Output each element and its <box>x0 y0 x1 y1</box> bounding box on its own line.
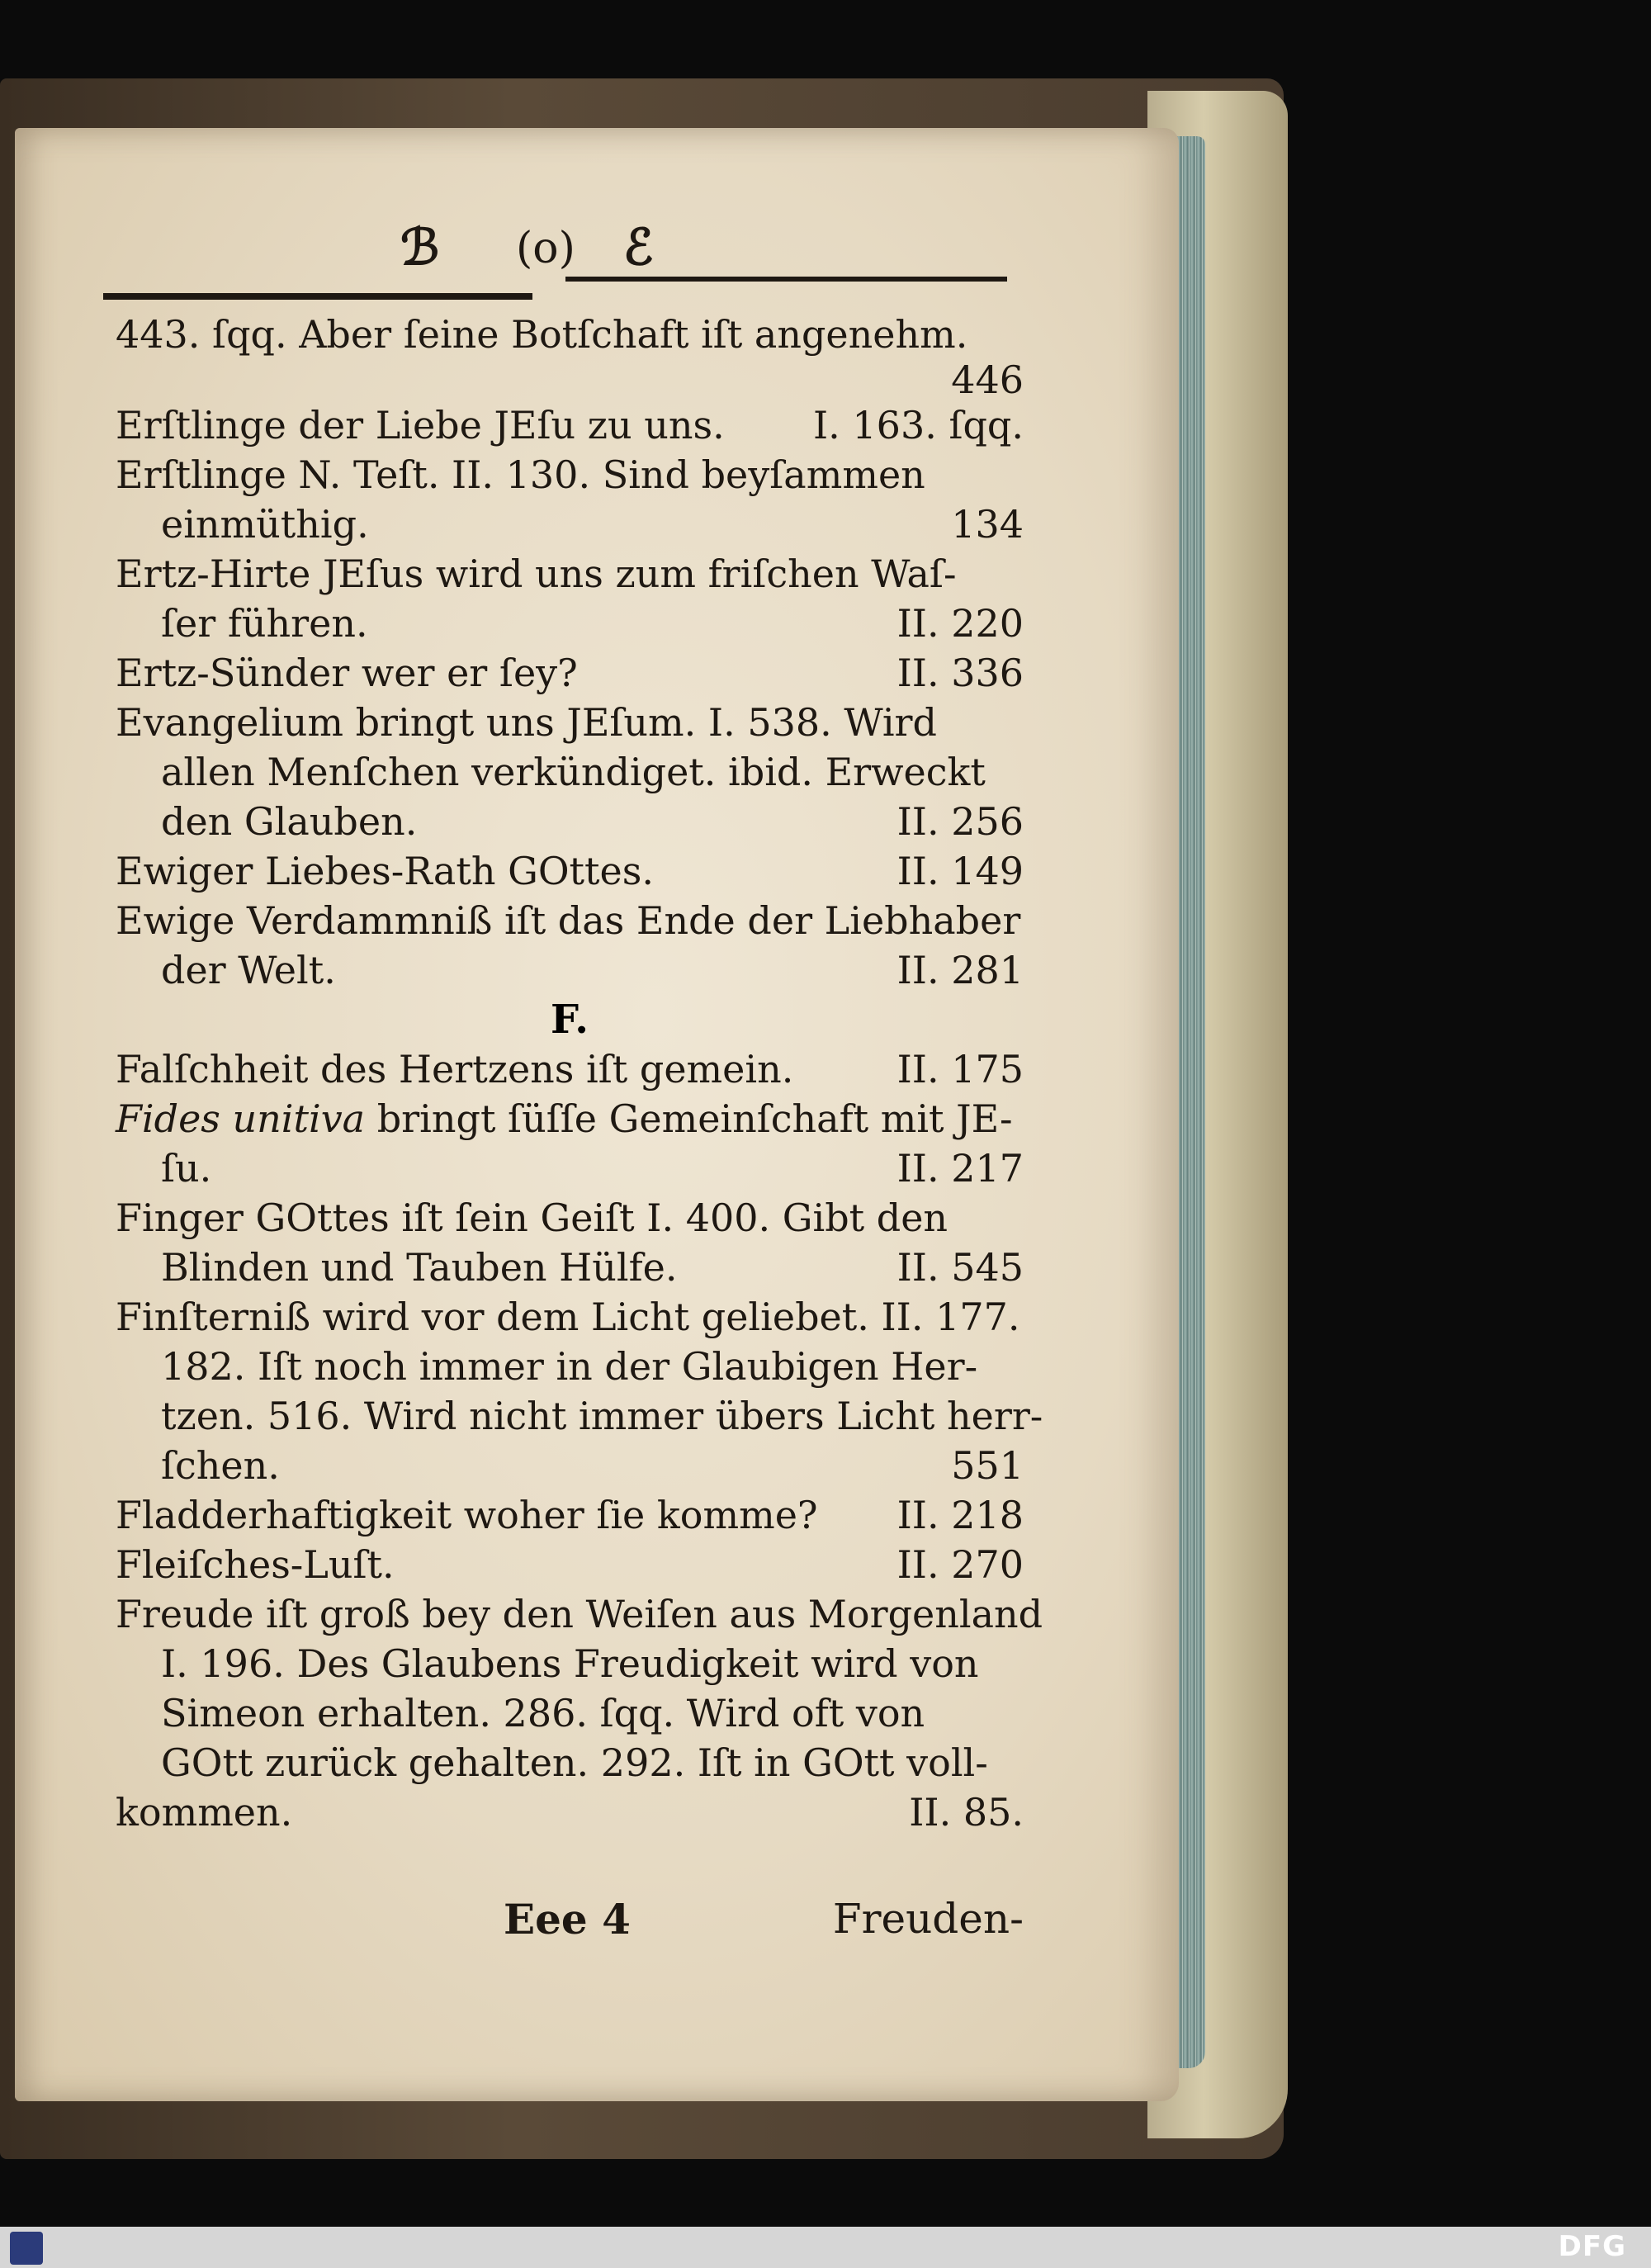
index-line: Simeon erhalten. 286. ſqq. Wird oft von <box>161 1691 925 1735</box>
index-line: einmüthig. 134 <box>161 502 1024 547</box>
index-line: kommen. II. 85. <box>116 1790 1024 1835</box>
header-rule-left <box>103 293 532 300</box>
index-line: Evangelium bringt uns JEſum. I. 538. Wird <box>116 700 937 745</box>
index-line: GOtt zurück gehalten. 292. Iſt in GOtt voll- <box>161 1740 988 1785</box>
index-line: ſu. II. 217 <box>161 1146 1024 1191</box>
index-line: Fides unitiva bringt ſüſſe Gemeinſchaft mit JE- <box>116 1096 1013 1141</box>
catchword: Freuden- <box>832 1895 1024 1943</box>
running-header <box>103 219 1003 293</box>
index-line: den Glauben. II. 256 <box>161 799 1024 844</box>
ornament-left-icon: ℬ <box>400 219 440 277</box>
section-letter: F. <box>551 997 589 1043</box>
index-line: 443. ſqq. Aber ſeine Botſchaft iſt angenehm. <box>116 312 968 357</box>
index-line: Freude iſt groß bey den Weiſen aus Morgenland <box>116 1592 1043 1636</box>
index-line: Ewige Verdammniß iſt das Ende der Liebhaber <box>116 898 1021 943</box>
index-entries <box>116 310 1043 1837</box>
index-line: allen Menſchen verkündiget. ibid. Erweckt <box>161 750 986 794</box>
dfg-watermark: DFG <box>1558 2230 1626 2263</box>
index-line: 182. Iſt noch immer in der Glaubigen Her- <box>161 1344 978 1389</box>
page-number: (o) <box>516 224 575 273</box>
page-footer <box>116 1895 1024 1953</box>
index-line: der Welt. II. 281 <box>161 948 1024 992</box>
index-line: Erſtlinge N. Teſt. II. 130. Sind beyſammen <box>116 452 925 497</box>
index-line: 446 <box>951 357 1024 402</box>
signature-mark: Eee 4 <box>504 1895 631 1944</box>
index-line: Falſchheit des Hertzens iſt gemein. II. 175 <box>116 1047 1024 1091</box>
index-line: ſer führen. II. 220 <box>161 601 1024 646</box>
index-line: Ewiger Liebes-Rath GOttes. II. 149 <box>116 849 1024 893</box>
index-line: Ertz-Hirte JEſus wird uns zum friſchen Waſ- <box>116 552 957 596</box>
header-rule-right <box>565 277 1007 282</box>
index-line: Finſterniß wird vor dem Licht geliebet. II. 177. <box>116 1295 1020 1339</box>
index-line: I. 196. Des Glaubens Freudigkeit wird von <box>161 1641 979 1686</box>
library-logo-icon <box>10 2232 43 2265</box>
index-line: Finger GOttes iſt ſein Geiſt I. 400. Gibt den <box>116 1196 948 1240</box>
index-line: Fladderhaftigkeit woher ſie komme? II. 218 <box>116 1493 1024 1537</box>
ornament-right-icon: ℰ <box>623 219 654 277</box>
index-line: Fleiſches-Luſt. II. 270 <box>116 1542 1024 1587</box>
index-line: Erſtlinge der Liebe JEſu zu uns. I. 163. ſqq. <box>116 403 1024 447</box>
index-line: Blinden und Tauben Hülfe. II. 545 <box>161 1245 1024 1290</box>
index-line: Ertz-Sünder wer er ſey? II. 336 <box>116 651 1024 695</box>
viewer-bottom-bar <box>0 2227 1651 2268</box>
index-line: ſchen. 551 <box>161 1443 1024 1488</box>
index-line: tzen. 516. Wird nicht immer übers Licht herr- <box>161 1394 1043 1438</box>
